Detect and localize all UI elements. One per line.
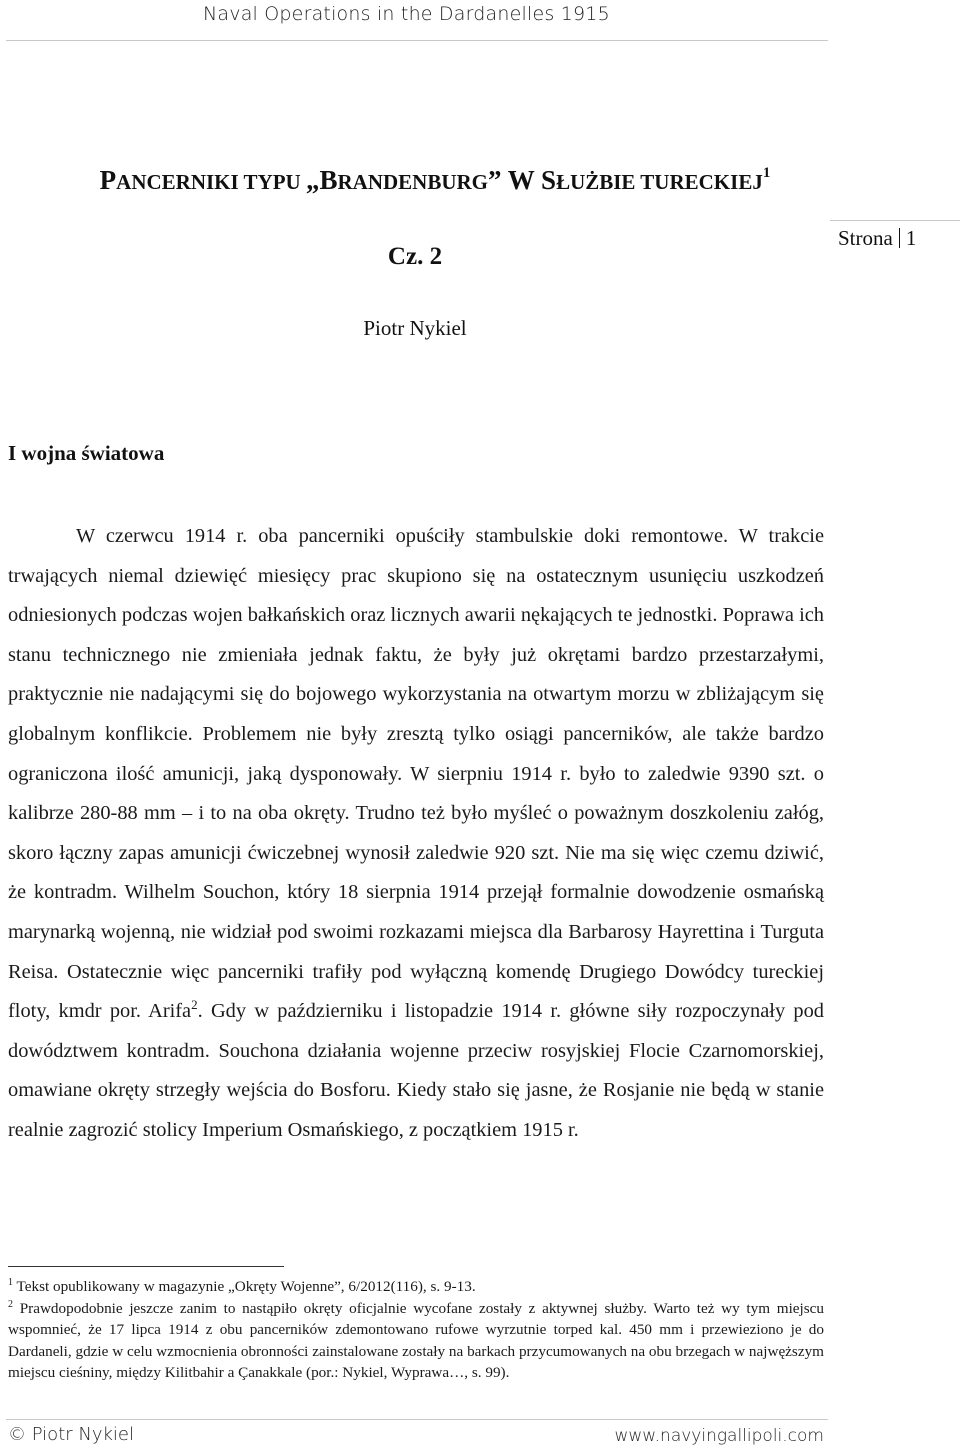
- title-part-3-large: ” W S: [488, 165, 557, 195]
- footnote-number: 1: [8, 1276, 13, 1288]
- section-heading: I wojna światowa: [8, 441, 165, 465]
- document-author: Piotr Nykiel: [363, 316, 467, 340]
- footnote-text: Prawdopodobnie jeszcze zanim to nastąpiło okręty oficjalnie wycofane zostały z aktywnej służby. Warto też wy tym miejscu wspomnieć, że 17 lipca 1914 z obu pancerników zdemontowano rufowe wyrzutnie torped kal. 450 mm i przewieziono je do Dardaneli, gdzie w celu wzmocnienia obronności zainstalowane zostały na barkach przycumowanych na obu brzegach w najwęższym miejscu cieśniny, między Kilitbahir a Çanakkale (por.: Nykiel, Wyprawa…, s. 99).: [8, 1299, 824, 1382]
- footnote-2: [8, 1298, 824, 1384]
- page-separator: [899, 228, 900, 248]
- title-part-2-large: „B: [305, 165, 338, 195]
- body-paragraph: [8, 517, 824, 1151]
- running-header-title: Naval Operations in the Dardanelles 1915: [203, 3, 610, 25]
- footnote-1: [8, 1276, 824, 1298]
- footnote-divider: [8, 1266, 284, 1267]
- footnotes: [8, 1276, 824, 1384]
- title-part-2-small: RANDENBURG: [337, 170, 489, 194]
- title-part-3-small: ŁUŻBIE TURECKIEJ: [556, 170, 763, 194]
- page-number: [838, 226, 916, 251]
- body-text-part-2: . Gdy w październiku i listopadzie 1914 r. główne siły rozpoczynały pod dowództwem kontradm. Souchona działania wojenne przeciw rosyjskiej Flocie Czarnomorskiej, omawiane okręty strzegły wejścia do Bosforu. Kiedy stało się jasne, że Rosjanie nie będą w stanie realnie zagrozić stolicy Imperium Osmańskiego, z początkiem 1915 r.: [8, 1000, 824, 1141]
- document-title: [0, 165, 960, 196]
- page-number-divider: [830, 220, 960, 221]
- body-text-part-1: W czerwcu 1914 r. oba pancerniki opuściły stambulskie doki remontowe. W trakcie trwających niemal dziewięć miesięcy prac skupiono się na ostatecznym usunięciu uszkodzeń odniesionych podczas wojen bałkańskich oraz licznych awarii nękających te jednostki. Poprawa ich stanu technicznego nie zmieniała jednak faktu, że były już okrętami bardzo przestarzałymi, praktycznie nie nadającymi się do bojowego wykorzystania na otwartym morzu w zbliżającym się globalnym konflikcie. Problemem nie były zresztą tylko osiągi pancerników, ale także bardzo ograniczona ilość amunicji, jaką dysponowały. W sierpniu 1914 r. było to zaledwie 9390 szt. o kalibrze 280-88 mm – i to na oba okręty. Trudno też było myśleć o poważnym doszkoleniu załóg, skoro łączny zapas amunicji ćwiczebnej wynosił zaledwie 920 szt. Nie ma się więc czemu dziwić, że kontradm. Wilhelm Souchon, który 18 sierpnia 1914 przejął formalnie dowodzenie osmańską marynarką wojenną, nie widział pod swoimi rozkazami miejsca dla Barbarosy Hayrettina i Turguta Reisa. Ostatecznie więc pancerniki trafiły pod wyłączną komendę Drugiego Dowódcy tureckiej floty, kmdr por. Arifa: [8, 525, 824, 1023]
- page-value: 1: [905, 226, 917, 250]
- body-footnote-ref[interactable]: 2: [191, 997, 198, 1013]
- footnote-text: Tekst opublikowany w magazynie „Okręty Wojenne”, 6/2012(116), s. 9-13.: [13, 1278, 476, 1295]
- footer-copyright: © Piotr Nykiel: [8, 1424, 134, 1445]
- footer-divider: [6, 1419, 828, 1420]
- header-divider: [6, 40, 828, 41]
- title-part-1-small: ANCERNIKI TYPU: [116, 170, 306, 194]
- page-label: Strona: [838, 226, 893, 250]
- title-part-1-large: P: [99, 165, 117, 195]
- footer-website-link[interactable]: www.navyingallipoli.com: [614, 1426, 824, 1446]
- footnote-number: 2: [8, 1298, 13, 1310]
- title-footnote-ref[interactable]: 1: [762, 165, 771, 181]
- document-subtitle: Cz. 2: [387, 243, 443, 270]
